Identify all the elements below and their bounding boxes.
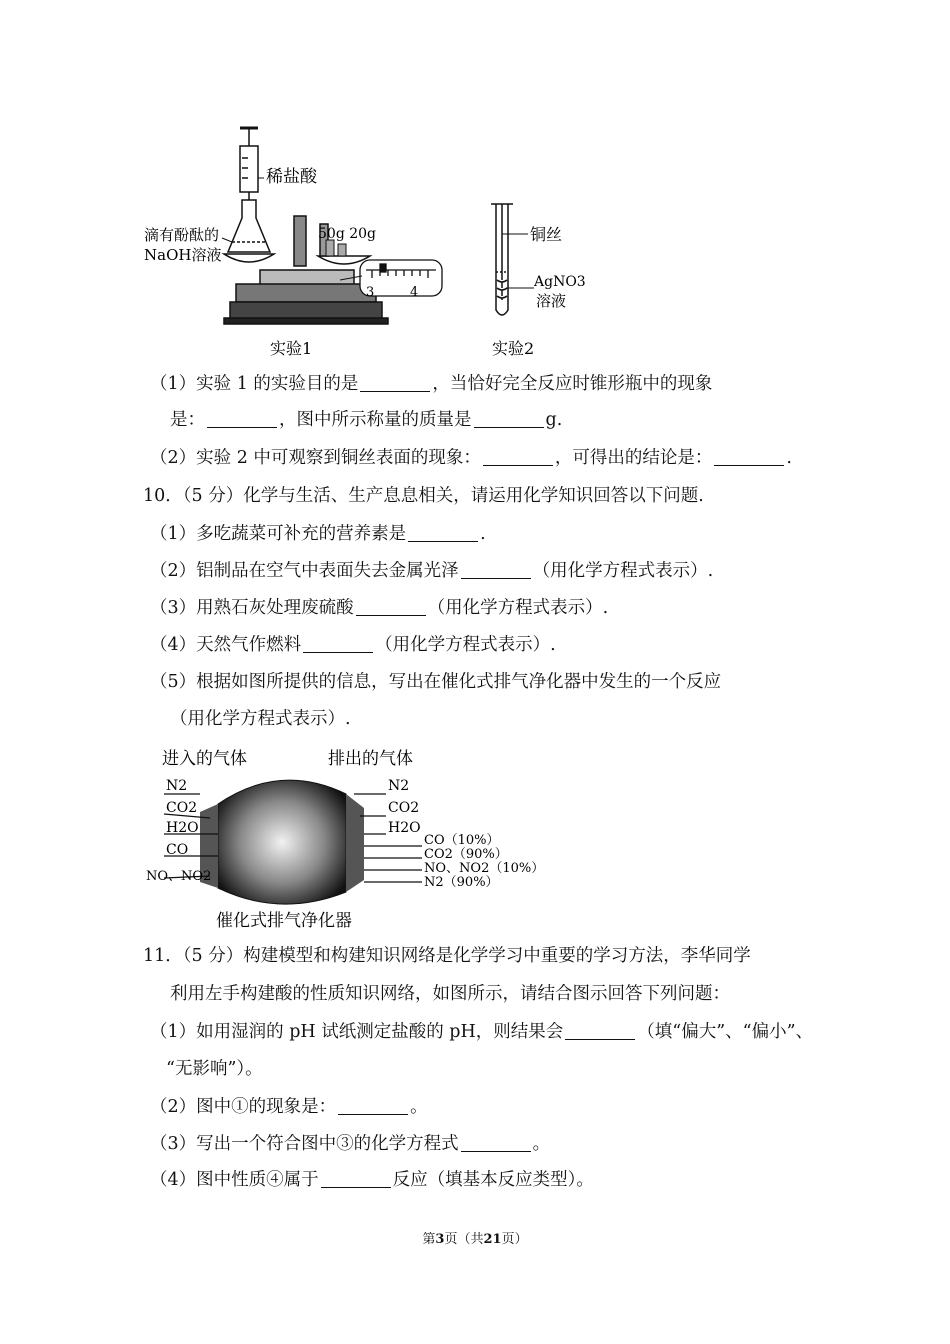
answer-blank[interactable] <box>565 1021 635 1040</box>
test-tube-icon <box>491 204 513 315</box>
q10-part5-line2: （用化学方程式表示）. <box>170 709 351 729</box>
catalytic-converter-figure <box>140 742 550 932</box>
q10-part1: （1）多吃蔬菜可补充的营养素是 . <box>150 524 486 544</box>
out-gas-co2-pct: CO2（90%） <box>424 847 508 862</box>
out-gas-title: 排出的气体 <box>328 749 413 769</box>
answer-blank[interactable] <box>356 597 426 616</box>
out-gas-co-pct: CO（10%） <box>424 833 500 848</box>
q11-stem-line2: 利用左手构建酸的性质知识网络，如图所示，请结合图示回答下列问题： <box>170 984 730 1004</box>
q9-part1-line2: 是： ，图中所示称量的质量是 g. <box>170 410 563 430</box>
q10-stem: 10．（5 分）化学与生活、生产息息相关，请运用化学知识回答以下问题. <box>143 486 704 506</box>
agno3-label-2: 溶液 <box>536 292 567 310</box>
experiment-1-caption: 实验1 <box>270 339 313 358</box>
in-gas-h2o: H2O <box>166 820 199 836</box>
q9-part1-line1: （1）实验 1 的实验目的是 ，当恰好完全反应时锥形瓶中的现象 <box>150 374 713 394</box>
answer-blank[interactable] <box>360 373 430 392</box>
experiment-2-caption: 实验2 <box>492 339 535 358</box>
answer-blank[interactable] <box>408 523 478 542</box>
in-gas-co2: CO2 <box>166 800 198 816</box>
q10-part5-line1: （5）根据如图所提供的信息，写出在催化式排气净化器中发生的一个反应 <box>150 672 722 692</box>
q11-part1-line1: （1）如用湿润的 pH 试纸测定盐酸的 pH，则结果会 （填“偏大”、“偏小”、 <box>150 1022 814 1042</box>
q10-part4: （4）天然气作燃料 （用化学方程式表示）. <box>150 635 556 655</box>
answer-blank[interactable] <box>461 1133 531 1152</box>
q9-part2: （2）实验 2 中可观察到铜丝表面的现象： ，可得出的结论是： . <box>150 448 792 468</box>
solution-label-1: 滴有酚酞的 <box>144 226 220 244</box>
page-footer: 第3页（共21页） <box>422 1232 528 1247</box>
out-gas-n2-pct: N2（90%） <box>424 875 499 890</box>
weights-label: 50g 20g <box>318 226 377 242</box>
experiment-figure <box>140 120 600 365</box>
q11-stem-line1: 11．（5 分）构建模型和构建知识网络是化学学习中重要的学习方法，李华同学 <box>143 946 751 966</box>
answer-blank[interactable] <box>461 560 531 579</box>
in-gas-nox: NO、NO2 <box>146 869 212 884</box>
out-gas-n2: N2 <box>388 778 410 794</box>
answer-blank[interactable] <box>483 447 553 466</box>
in-gas-title: 进入的气体 <box>162 749 247 769</box>
agno3-label-1: AgNO3 <box>534 274 586 290</box>
out-gas-co2: CO2 <box>388 800 420 816</box>
q10-part3: （3）用熟石灰处理废硫酸 （用化学方程式表示）. <box>150 598 609 618</box>
q10-part2: （2）铝制品在空气中表面失去金属光泽 （用化学方程式表示）. <box>150 561 714 581</box>
scale-mark-4: 4 <box>410 285 419 300</box>
answer-blank[interactable] <box>338 1096 408 1115</box>
q11-part2: （2）图中①的现象是： 。 <box>150 1097 428 1117</box>
converter-caption: 催化式排气净化器 <box>216 911 352 931</box>
answer-blank[interactable] <box>474 409 544 428</box>
answer-blank[interactable] <box>303 634 373 653</box>
out-gas-nox-pct: NO、NO2（10%） <box>424 861 545 876</box>
page-number: 3 <box>435 1232 445 1247</box>
out-gas-h2o: H2O <box>388 820 421 836</box>
acid-label: 稀盐酸 <box>266 167 317 187</box>
solution-label-2: NaOH溶液 <box>144 246 222 264</box>
in-gas-n2: N2 <box>166 778 188 794</box>
wire-label: 铜丝 <box>530 225 563 244</box>
answer-blank[interactable] <box>207 409 277 428</box>
converter-body <box>200 780 364 904</box>
in-gas-co: CO <box>166 842 189 858</box>
q11-part1-line2: “无影响”）。 <box>166 1059 263 1079</box>
answer-blank[interactable] <box>321 1169 391 1188</box>
outlet-labels <box>388 778 544 890</box>
flask-icon <box>228 200 270 252</box>
page-total: 21 <box>483 1232 502 1247</box>
q11-part4: （4）图中性质④属于 反应（填基本反应类型）。 <box>150 1170 594 1190</box>
answer-blank[interactable] <box>714 447 784 466</box>
scale-mark-3: 3 <box>366 285 375 300</box>
q11-part3: （3）写出一个符合图中③的化学方程式 。 <box>150 1134 551 1154</box>
